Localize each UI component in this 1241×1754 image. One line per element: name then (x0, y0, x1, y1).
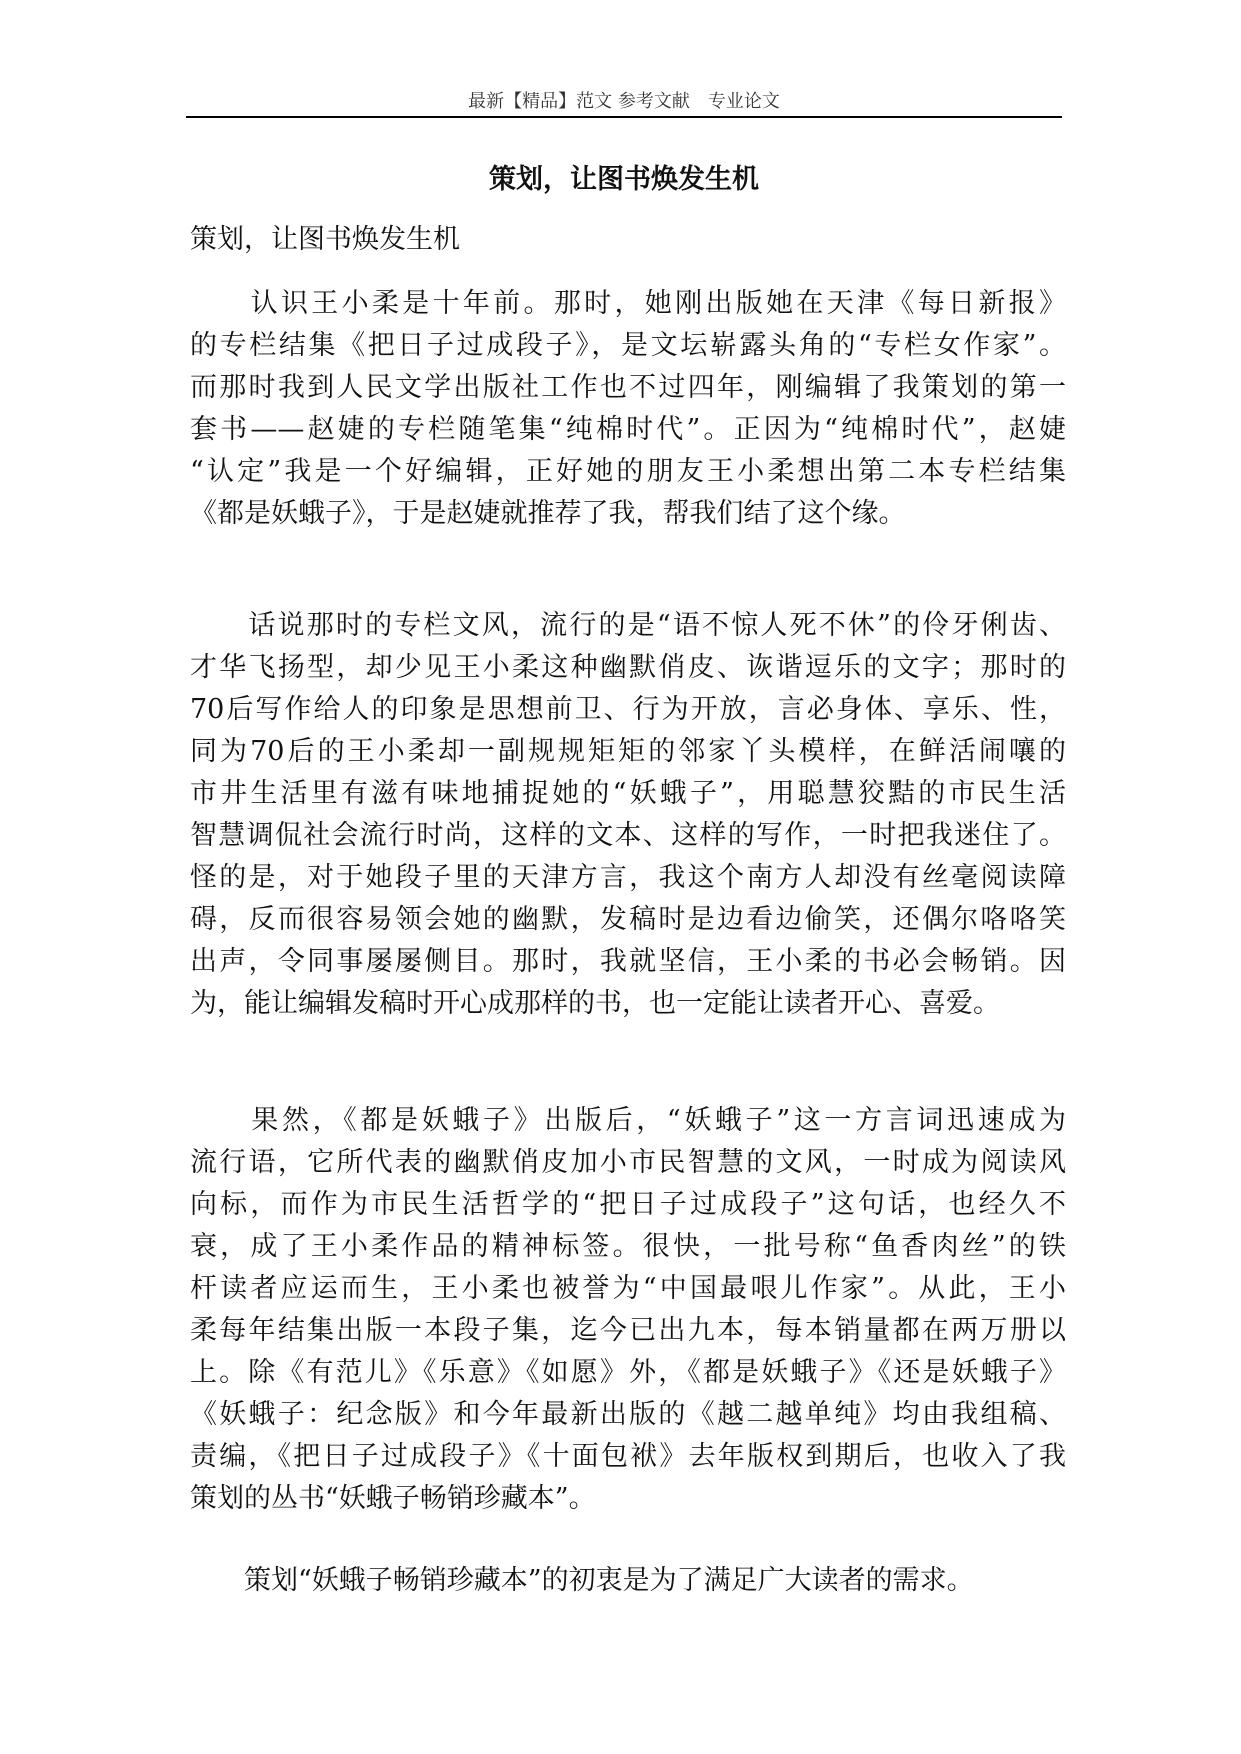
paragraph-3 (190, 1100, 1066, 1520)
document-subtitle: 策划，让图书焕发生机 (190, 224, 460, 255)
paragraph-4 (190, 1560, 1066, 1602)
text-line: 果然，《都是妖蛾子》出版后，“妖蛾子”这一方言词迅速成为 (190, 1105, 1066, 1136)
text-line: 才华飞扬型，却少见王小柔这种幽默俏皮、诙谐逗乐的文字；那时的 (190, 652, 1066, 683)
text-line: 智慧调侃社会流行时尚，这样的文本、这样的写作，一时把我迷住了。 (190, 820, 1066, 851)
header-rule (186, 116, 1062, 118)
text-line: 而那时我到人民文学出版社工作也不过四年，刚编辑了我策划的第一 (190, 372, 1066, 403)
text-line: 责编，《把日子过成段子》《十面包袱》去年版权到期后，也收入了我 (190, 1441, 1066, 1472)
document-title: 策划，让图书焕发生机 (489, 164, 759, 195)
text-line: 市井生活里有滋有味地捕捉她的“妖蛾子”，用聪慧狡黠的市民生活 (190, 778, 1066, 809)
paragraph-1 (190, 283, 1066, 535)
text-line: 认识王小柔是十年前。那时，她刚出版她在天津《每日新报》 (190, 288, 1066, 319)
text-line: “认定”我是一个好编辑，正好她的朋友王小柔想出第二本专栏结集 (190, 456, 1066, 487)
text-line: 话说那时的专栏文风，流行的是“语不惊人死不休”的伶牙俐齿、 (190, 610, 1066, 641)
text-line: 流行语，它所代表的幽默俏皮加小市民智慧的文风，一时成为阅读风 (190, 1147, 1066, 1178)
text-line: 出声，令同事屡屡侧目。那时，我就坚信，王小柔的书必会畅销。因 (190, 946, 1066, 977)
text-line: 杆读者应运而生，王小柔也被誉为“中国最哏儿作家”。从此，王小 (190, 1273, 1066, 1304)
text-line: 怪的是，对于她段子里的天津方言，我这个南方人却没有丝毫阅读障 (190, 862, 1066, 893)
text-line: 柔每年结集出版一本段子集，迄今已出九本，每本销量都在两万册以 (190, 1315, 1066, 1346)
text-line: 碍，反而很容易领会她的幽默，发稿时是边看边偷笑，还偶尔咯咯笑 (190, 904, 1066, 935)
text-line: 衰，成了王小柔作品的精神标签。很快，一批号称“鱼香肉丝”的铁 (190, 1231, 1066, 1262)
text-line: 策划“妖蛾子畅销珍藏本”的初衷是为了满足广大读者的需求。 (190, 1565, 974, 1596)
text-line: 《妖蛾子：纪念版》和今年最新出版的《越二越单纯》均由我组稿、 (190, 1399, 1066, 1430)
text-line: 《都是妖蛾子》，于是赵婕就推荐了我，帮我们结了这个缘。 (190, 498, 906, 529)
text-line: 向标，而作为市民生活哲学的“把日子过成段子”这句话，也经久不 (190, 1189, 1066, 1220)
text-line: 上。除《有范儿》《乐意》《如愿》外，《都是妖蛾子》《还是妖蛾子》 (190, 1357, 1066, 1388)
paragraph-2 (190, 605, 1066, 1025)
text-line: 同为70后的王小柔却一副规规矩矩的邻家丫头模样，在鲜活闹嚷的 (190, 736, 1066, 767)
running-header: 最新【精品】范文 参考文献 专业论文 (468, 91, 780, 112)
text-line: 70后写作给人的印象是思想前卫、行为开放，言必身体、享乐、性， (190, 694, 1066, 725)
text-line: 为，能让编辑发稿时开心成那样的书，也一定能让读者开心、喜爱。 (190, 988, 1000, 1019)
text-line: 的专栏结集《把日子过成段子》，是文坛崭露头角的“专栏女作家”。 (190, 330, 1066, 361)
text-line: 套书——赵婕的专栏随笔集“纯棉时代”。正因为“纯棉时代”，赵婕 (190, 414, 1066, 445)
text-line: 策划的丛书“妖蛾子畅销珍藏本”。 (190, 1483, 596, 1514)
